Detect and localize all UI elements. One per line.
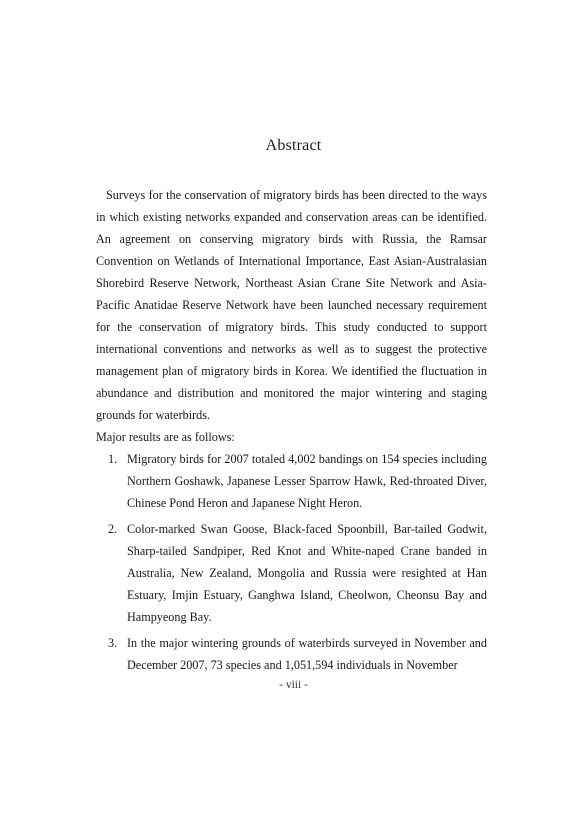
result-text: In the major wintering grounds of waterbirds surveyed in November and December 2007, 73 species and 1,051,594 individuals in November	[127, 636, 487, 672]
intro-paragraph: Surveys for the conservation of migratory birds has been directed to the ways in which existing networks expanded and conservation areas can be identified. An agreement on conserving migratory birds with Russia, the Ramsar Convention on Wetlands of International Importance, East Asian-Australasian Shorebird Reserve Network, Northeast Asian Crane Site Network and Asia-Pacific Anatidae Reserve Network have been launched necessary requirement for the conservation of migratory birds. This study conducted to support international conventions and networks as well as to suggest the protective management plan of migratory birds in Korea. We identified the fluctuation in abundance and distribution and monitored the major wintering and staging grounds for waterbirds.	[96, 188, 487, 422]
result-number: 3.	[108, 636, 118, 650]
result-item	[96, 518, 487, 628]
result-text: Migratory birds for 2007 totaled 4,002 bandings on 154 species including Northern Goshawk, Japanese Lesser Sparrow Hawk, Red-throated Diver, Chinese Pond Heron and Japanese Night Heron.	[127, 452, 487, 510]
result-number: 1.	[108, 452, 118, 466]
page-title: Abstract	[265, 137, 322, 154]
result-item	[96, 448, 487, 514]
result-number: 2.	[108, 522, 118, 536]
results-list	[96, 448, 487, 676]
result-text: Color-marked Swan Goose, Black-faced Spoonbill, Bar-tailed Godwit, Sharp-tailed Sandpiper, Red Knot and White-naped Crane banded in Australia, New Zealand, Mongolia and Russia were resighted at Han Estuary, Imjin Estuary, Ganghwa Island, Cheolwon, Cheonsu Bay and Hampyeong Bay.	[127, 522, 487, 624]
page-number: - viii -	[279, 679, 308, 691]
abstract-body	[96, 184, 487, 680]
results-heading: Major results are as follows:	[96, 430, 235, 444]
result-item	[96, 632, 487, 676]
